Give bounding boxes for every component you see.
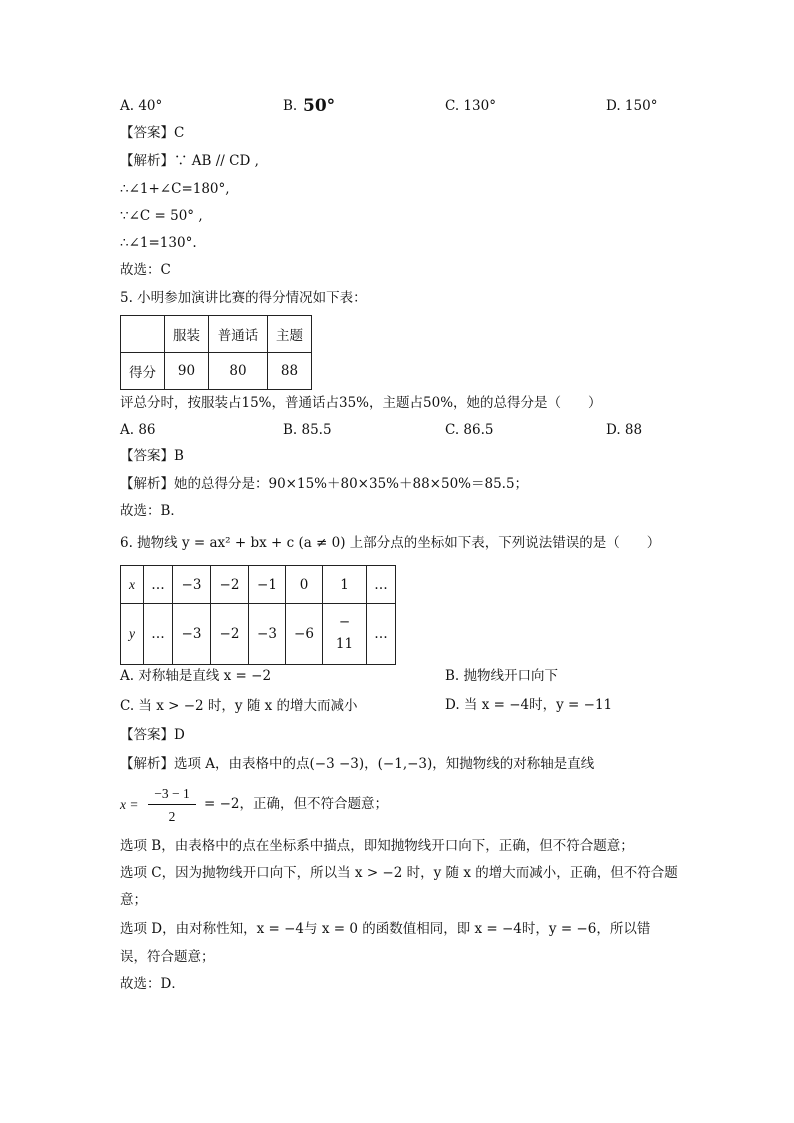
q5-question: 评总分时，按服装占15%，普通话占35%，主题占50%，她的总得分是（ ） xyxy=(120,395,602,411)
q6-analysis-line: 误，符合题意； xyxy=(120,949,215,965)
fraction-bar xyxy=(148,804,196,805)
table-cell: −3 xyxy=(173,566,211,604)
q5-option-d: D. 88 xyxy=(606,422,643,438)
table-row-label: y xyxy=(121,604,144,665)
table-cell xyxy=(323,604,367,665)
table-cell: 88 xyxy=(268,353,312,390)
q6-analysis-line: 选项 C，因为抛物线开口向下，所以当 x > −2 时，y 随 x 的增大而减小，正确，但不符合题 xyxy=(120,865,678,881)
q6-option-b: B. 抛物线开口向下 xyxy=(445,668,559,684)
q4-option-d: D. 150° xyxy=(606,98,658,114)
q5-conclusion: 故选：B． xyxy=(120,503,184,519)
q4-option-c: C. 130° xyxy=(445,98,496,114)
q5-analysis: 【解析】她的总得分是：90×15%＋80×35%＋88×50%＝85.5； xyxy=(120,476,529,492)
table-row-label: 得分 xyxy=(121,353,165,390)
q4-analysis-line: ∴∠1+∠C=180°, xyxy=(120,181,230,197)
table-cell: 1 xyxy=(323,566,367,604)
table-row-label: x xyxy=(121,566,144,604)
q6-option-c: C. 当 x > −2 时，y 随 x 的增大而减小 xyxy=(120,698,358,714)
q4-option-a: A. 40° xyxy=(120,98,163,114)
table-cell: −3 xyxy=(249,604,286,665)
table-cell: 80 xyxy=(209,353,268,390)
q5-score-table xyxy=(120,315,312,390)
table-cell: 90 xyxy=(165,353,209,390)
table-cell: −2 xyxy=(211,566,249,604)
q5-stem: 5. 小明参加演讲比赛的得分情况如下表： xyxy=(120,290,367,306)
cell-part: 11 xyxy=(335,636,354,652)
q6-option-a: A. 对称轴是直线 x = −2 xyxy=(120,668,272,684)
table-cell: −2 xyxy=(211,604,249,665)
table-cell xyxy=(121,316,165,353)
q6-analysis-line: 选项 D，由对称性知，x = −4与 x = 0 的函数值相同，即 x = −4时，y = −6，所以错 xyxy=(120,921,651,937)
q4-analysis-line: ∴∠1=130°. xyxy=(120,235,197,251)
q6-conclusion: 故选：D． xyxy=(120,976,185,992)
fraction-denominator: 2 xyxy=(168,809,176,824)
q6-analysis-line: 【解析】选项 A，由表格中的点(−3 −3)，(−1,−3)，知抛物线的对称轴是直线 xyxy=(120,756,595,772)
q4-conclusion: 故选：C xyxy=(120,262,171,278)
cell-part: − xyxy=(338,614,351,631)
fraction-rhs: = −2，正确，但不符合题意； xyxy=(204,796,389,812)
fraction-numerator: −3 − 1 xyxy=(154,786,190,801)
q4-analysis-line: 【解析】∵ AB // CD , xyxy=(120,153,259,169)
fraction-lhs: x = xyxy=(120,797,139,812)
q5-option-c: C. 86.5 xyxy=(445,422,494,438)
q4-option-b-label: B. xyxy=(283,98,298,114)
table-cell: … xyxy=(367,604,396,665)
q6-analysis-line: 选项 B，由表格中的点在坐标系中描点，即知抛物线开口向下，正确，但不符合题意； xyxy=(120,838,634,854)
table-cell: … xyxy=(144,604,173,665)
table-cell: −1 xyxy=(249,566,286,604)
table-cell: 0 xyxy=(286,566,323,604)
table-cell: … xyxy=(367,566,396,604)
table-cell: −3 xyxy=(173,604,211,665)
table-header: 普通话 xyxy=(209,316,268,353)
q4-option-b-value: 50° xyxy=(303,96,336,116)
q5-option-b: B. 85.5 xyxy=(283,422,332,438)
table-header: 主题 xyxy=(268,316,312,353)
q6-analysis-line: 意； xyxy=(120,892,147,908)
q6-coordinate-table xyxy=(120,565,396,665)
q5-answer: 【答案】B xyxy=(120,448,184,464)
q6-answer: 【答案】D xyxy=(120,727,185,743)
q5-option-a: A. 86 xyxy=(120,422,156,438)
q6-stem: 6. 抛物线 y = ax² + bx + c (a ≠ 0) 上部分点的坐标如下表，下列说法错误的是（ ） xyxy=(120,535,661,551)
table-header: 服装 xyxy=(165,316,209,353)
table-cell: −6 xyxy=(286,604,323,665)
q6-option-d: D. 当 x = −4时，y = −11 xyxy=(445,697,613,713)
q4-analysis-line: ∵∠C = 50° , xyxy=(120,208,203,224)
table-cell: … xyxy=(144,566,173,604)
q4-answer: 【答案】C xyxy=(120,125,185,141)
